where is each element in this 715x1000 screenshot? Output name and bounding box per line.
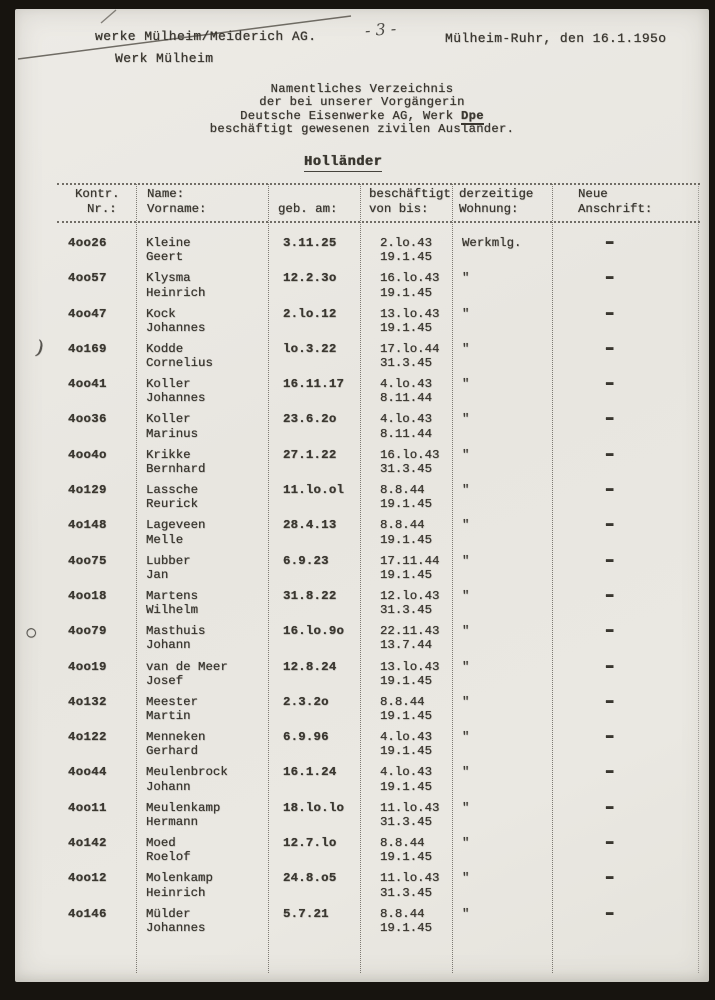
cell-name: van de Meer Josef [146, 659, 228, 688]
cell-name: Menneken Gerhard [146, 730, 206, 759]
cell-beschaeftigt: 13.lo.43 19.1.45 [380, 659, 440, 688]
cell-kontr-nr: 4oo75 [68, 553, 107, 568]
cell-kontr-nr: 4oo57 [68, 271, 107, 286]
header-name-vorname: Name: Vorname: [147, 187, 207, 216]
header-geb-am: geb. am: [278, 201, 338, 216]
cell-beschaeftigt: 4.lo.43 8.11.44 [380, 377, 433, 406]
table-row [57, 444, 700, 483]
document-title [15, 83, 709, 137]
cell-neue-anschrift: — [606, 373, 613, 395]
table-header-separator [57, 221, 700, 223]
cell-neue-anschrift: — [606, 726, 613, 748]
table-header-row [57, 187, 700, 216]
cell-kontr-nr: 4o148 [68, 518, 107, 533]
cell-kontr-nr: 4o132 [68, 694, 107, 709]
cell-beschaeftigt: 11.lo.43 31.3.45 [380, 800, 440, 829]
cell-geb-am: 24.8.o5 [283, 871, 337, 886]
cell-wohnung: " [462, 765, 470, 780]
title-line-1: Namentliches Verzeichnis [270, 82, 454, 96]
cell-kontr-nr: 4oo4o [68, 447, 107, 462]
cell-wohnung: " [462, 447, 470, 462]
cell-neue-anschrift: — [606, 620, 613, 642]
cell-geb-am: 12.2.3o [283, 271, 337, 286]
cell-beschaeftigt: 8.8.44 19.1.45 [380, 694, 433, 724]
cell-neue-anschrift: — [606, 232, 613, 254]
cell-geb-am: lo.3.22 [283, 341, 337, 356]
handwritten-margin-mark: ) [33, 336, 47, 360]
cell-kontr-nr: 4oo36 [68, 412, 107, 427]
scanned-document-page [15, 9, 709, 982]
cell-name: Meester Martin [146, 694, 199, 724]
cell-wohnung: " [462, 800, 470, 815]
cell-neue-anschrift: — [606, 338, 613, 360]
cell-geb-am: 23.6.2o [283, 412, 337, 427]
cell-neue-anschrift: — [606, 267, 613, 289]
cell-beschaeftigt: 17.lo.44 31.3.45 [380, 341, 440, 371]
cell-wohnung: " [462, 412, 470, 427]
cell-kontr-nr: ○ 4oo79 [26, 624, 107, 640]
cell-wohnung: " [462, 694, 470, 709]
cell-neue-anschrift: — [606, 444, 613, 466]
cell-name: Kleine Geert [146, 236, 191, 265]
cell-name: Kodde Cornelius [146, 341, 213, 371]
cell-kontr-nr: 4o142 [68, 836, 107, 851]
cell-name: Koller Marinus [146, 412, 199, 441]
cell-kontr-nr: 4oo26 [68, 236, 107, 250]
header-kontr-nr: Kontr. Nr.: [75, 187, 120, 216]
title-line-4: beschäftigt gewesenen zivilen Ausländer. [209, 122, 515, 137]
cell-wohnung: Werkmlg. [462, 236, 522, 250]
cell-wohnung: " [462, 518, 470, 533]
cell-beschaeftigt: 13.lo.43 19.1.45 [380, 306, 440, 335]
cell-beschaeftigt: 8.8.44 19.1.45 [380, 906, 433, 935]
cell-name: Klysma Heinrich [146, 271, 206, 300]
cell-beschaeftigt: 16.lo.43 19.1.45 [380, 271, 440, 300]
cell-geb-am: 2.lo.12 [283, 306, 337, 321]
cell-beschaeftigt: 4.lo.43 19.1.45 [380, 765, 433, 794]
cell-wohnung: " [462, 836, 470, 851]
table-row [57, 656, 700, 695]
table-row [57, 550, 700, 589]
cell-wohnung: " [462, 871, 470, 886]
title-line-2: der bei unserer Vorgängerin [259, 95, 465, 110]
pencil-strike-line [15, 9, 395, 79]
cell-neue-anschrift: — [606, 479, 613, 501]
cell-kontr-nr: 4o122 [68, 730, 107, 745]
handwritten-page-number: - 3 - [364, 18, 397, 41]
title-line-3-plant-name: Dpe [460, 108, 484, 123]
table-row [57, 761, 700, 800]
cell-wohnung: " [462, 306, 470, 321]
header-beschaeftigt: beschäftigt von bis: [369, 187, 451, 216]
cell-geb-am: 28.4.13 [283, 518, 337, 533]
cell-neue-anschrift: — [606, 514, 613, 536]
cell-name: Lubber Jan [146, 553, 191, 582]
cell-neue-anschrift: — [606, 903, 613, 925]
cell-geb-am: 18.lo.lo [283, 800, 345, 815]
cell-kontr-nr: 4oo47 [68, 306, 107, 321]
cell-wohnung: " [462, 588, 470, 603]
cell-kontr-nr: 4oo12 [68, 871, 107, 886]
cell-beschaeftigt: 2.lo.43 19.1.45 [380, 236, 433, 265]
cell-neue-anschrift: — [606, 585, 613, 607]
cell-beschaeftigt: 4.lo.43 8.11.44 [380, 412, 433, 441]
cell-neue-anschrift: — [606, 303, 613, 325]
table-row [57, 797, 700, 836]
cell-geb-am: 27.1.22 [283, 447, 337, 462]
cell-kontr-nr: ) 4o169 [33, 336, 107, 360]
cell-kontr-nr: 4oo18 [68, 588, 107, 603]
cell-name: Meulenkamp Hermann [146, 800, 221, 829]
table-row [57, 267, 700, 306]
letterhead-company-line: werke Mülheim/Meiderich AG. [95, 29, 317, 44]
cell-kontr-nr: 4oo11 [68, 800, 107, 815]
cell-name: Lassche Reurick [146, 483, 199, 512]
cell-beschaeftigt: 4.lo.43 19.1.45 [380, 730, 433, 759]
cell-name: Masthuis Johann [146, 624, 206, 653]
cell-wohnung: " [462, 483, 470, 498]
cell-wohnung: " [462, 906, 470, 921]
table-row [57, 232, 700, 271]
table-row [57, 726, 700, 765]
handwritten-margin-mark: ○ [26, 625, 37, 640]
cell-neue-anschrift: — [606, 867, 613, 889]
worker-table [26, 183, 700, 981]
cell-wohnung: " [462, 624, 470, 639]
cell-wohnung: " [462, 730, 470, 745]
cell-name: Moed Roelof [146, 836, 191, 865]
cell-beschaeftigt: 12.lo.43 31.3.45 [380, 588, 440, 618]
cell-wohnung: " [462, 659, 470, 674]
table-row [57, 373, 700, 412]
cell-beschaeftigt: 8.8.44 19.1.45 [380, 836, 433, 865]
cell-neue-anschrift: — [606, 797, 613, 819]
document-date-line: Mülheim-Ruhr, den 16.1.195o [445, 31, 667, 46]
table-row [57, 867, 700, 906]
cell-geb-am: 16.1.24 [283, 765, 337, 780]
table-row [57, 303, 700, 342]
cell-kontr-nr: 4o146 [68, 906, 107, 921]
table-row [57, 585, 700, 624]
cell-name: Mülder Johannes [146, 906, 206, 935]
cell-kontr-nr: 4oo19 [68, 659, 107, 674]
cell-beschaeftigt: 22.11.43 13.7.44 [380, 624, 440, 653]
cell-geb-am: 16.11.17 [283, 377, 345, 392]
cell-neue-anschrift: — [606, 691, 613, 713]
cell-geb-am: 5.7.21 [283, 906, 329, 921]
cell-kontr-nr: 4oo44 [68, 765, 107, 780]
letterhead-plant-line: Werk Mülheim [115, 51, 214, 66]
cell-name: Martens Wilhelm [146, 588, 199, 618]
table-row [57, 408, 700, 447]
cell-geb-am: 12.7.lo [283, 836, 337, 851]
cell-name: Krikke Bernhard [146, 447, 206, 476]
cell-beschaeftigt: 11.lo.43 31.3.45 [380, 871, 440, 900]
cell-wohnung: " [462, 271, 470, 286]
cell-beschaeftigt: 17.11.44 19.1.45 [380, 553, 440, 582]
cell-name: Molenkamp Heinrich [146, 871, 213, 900]
cell-geb-am: 12.8.24 [283, 659, 337, 674]
cell-beschaeftigt: 8.8.44 19.1.45 [380, 483, 433, 512]
cell-geb-am: 6.9.23 [283, 553, 329, 568]
header-neue-anschrift: Neue Anschrift: [578, 187, 653, 216]
cell-wohnung: " [462, 377, 470, 392]
cell-geb-am: 6.9.96 [283, 730, 329, 745]
cell-name: Koller Johannes [146, 377, 206, 406]
cell-beschaeftigt: 8.8.44 19.1.45 [380, 518, 433, 547]
title-line-3-prefix: Deutsche Eisenwerke AG, Werk [240, 108, 461, 123]
cell-kontr-nr: 4oo41 [68, 377, 107, 392]
cell-geb-am: 2.3.2o [283, 694, 329, 709]
cell-geb-am: 31.8.22 [283, 588, 337, 603]
cell-neue-anschrift: — [606, 832, 613, 854]
cell-kontr-nr: 4o129 [68, 483, 107, 498]
table-row [57, 691, 700, 730]
cell-neue-anschrift: — [606, 656, 613, 678]
table-row [33, 336, 700, 377]
cell-name: Kock Johannes [146, 306, 206, 335]
cell-neue-anschrift: — [606, 408, 613, 430]
cell-name: Meulenbrock Johann [146, 765, 228, 794]
cell-geb-am: 16.lo.9o [283, 624, 345, 639]
cell-beschaeftigt: 16.lo.43 31.3.45 [380, 447, 440, 476]
table-row [57, 514, 700, 553]
table-row [57, 832, 700, 871]
table-top-border [57, 183, 700, 185]
table-row [57, 479, 700, 518]
header-derzeitige-wohnung: derzeitige Wohnung: [459, 187, 534, 216]
section-title-hollaender: Holländer [304, 155, 383, 170]
table-body [26, 232, 700, 942]
cell-neue-anschrift: — [606, 550, 613, 572]
table-row [26, 620, 700, 659]
cell-neue-anschrift: — [606, 761, 613, 783]
cell-geb-am: 11.lo.ol [283, 483, 345, 498]
table-row [57, 903, 700, 942]
cell-geb-am: 3.11.25 [283, 236, 337, 250]
cell-name: Lageveen Melle [146, 518, 206, 547]
cell-wohnung: " [462, 553, 470, 568]
cell-wohnung: " [462, 341, 470, 356]
